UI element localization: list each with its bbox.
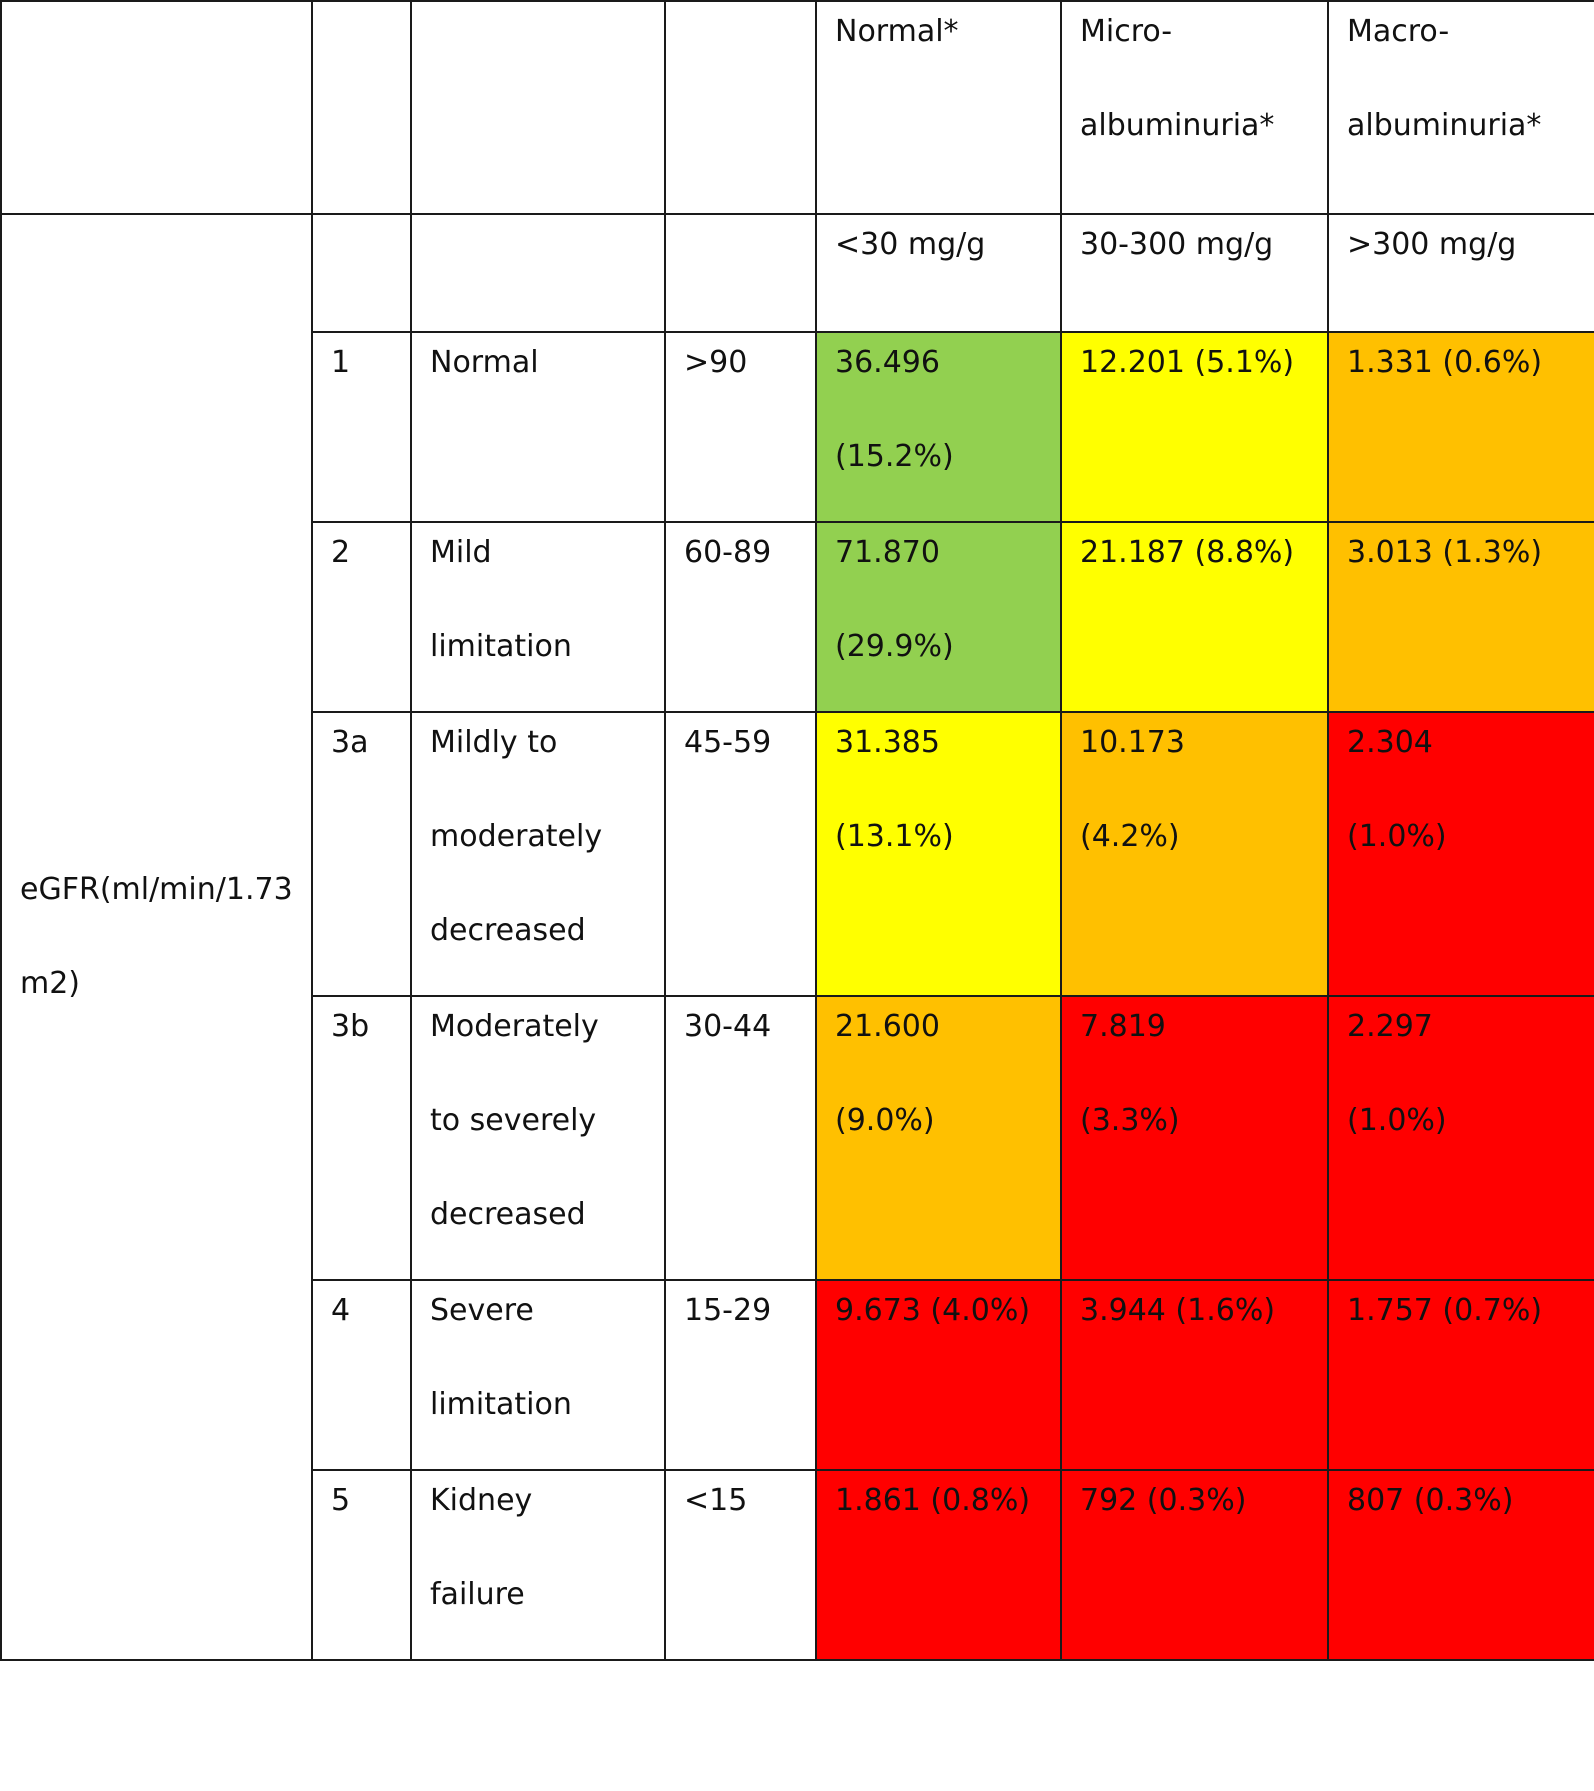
header-empty-cell bbox=[1, 1, 312, 214]
cell-text: decreased bbox=[430, 913, 586, 948]
cell-text: Mildly to bbox=[430, 725, 558, 760]
cell-text: 10.173 bbox=[1080, 725, 1185, 760]
cell-text: 21.187 (8.8%) bbox=[1080, 535, 1295, 570]
range-normal-text: <30 mg/g bbox=[835, 227, 986, 262]
cell-text: moderately bbox=[430, 819, 603, 854]
count-cell-macro bbox=[1328, 1470, 1594, 1660]
cell-text: 4 bbox=[331, 1293, 351, 1328]
cell-text: (15.2%) bbox=[835, 439, 954, 474]
stage-description-cell bbox=[411, 1280, 665, 1470]
cell-text: 5 bbox=[331, 1483, 351, 1518]
cell-text: Severe bbox=[430, 1293, 534, 1328]
range-macro-text: >300 mg/g bbox=[1347, 227, 1517, 262]
cell-text: 15-29 bbox=[684, 1293, 772, 1328]
count-cell-micro bbox=[1061, 332, 1328, 522]
cell-text: 3.944 (1.6%) bbox=[1080, 1293, 1276, 1328]
count-cell-normal bbox=[816, 1470, 1061, 1660]
cell-text: 3b bbox=[331, 1009, 370, 1044]
stage-description-cell bbox=[411, 996, 665, 1280]
cell-text: (13.1%) bbox=[835, 819, 954, 854]
cell-text: decreased bbox=[430, 1197, 586, 1232]
cell-text: 9.673 (4.0%) bbox=[835, 1293, 1031, 1328]
cell-text: to severely bbox=[430, 1103, 597, 1138]
cell-text: 12.201 (5.1%) bbox=[1080, 345, 1295, 380]
stage-cell bbox=[312, 522, 411, 712]
stage-cell bbox=[312, 712, 411, 996]
cell-text: limitation bbox=[430, 1387, 572, 1422]
header-microalbuminuria bbox=[1061, 1, 1328, 214]
egfr-range-cell bbox=[665, 332, 816, 522]
egfr-range-cell bbox=[665, 1280, 816, 1470]
cell-text: 3a bbox=[331, 725, 369, 760]
range-normal bbox=[816, 214, 1061, 332]
cell-text: 45-59 bbox=[684, 725, 772, 760]
range-micro bbox=[1061, 214, 1328, 332]
count-cell-micro bbox=[1061, 996, 1328, 1280]
cell-text: Kidney bbox=[430, 1483, 533, 1518]
cell-text: Normal bbox=[430, 345, 539, 380]
range-row bbox=[1, 214, 1594, 332]
cell-text: 2 bbox=[331, 535, 351, 570]
cell-text: Mild bbox=[430, 535, 492, 570]
cell-text: 2.304 bbox=[1347, 725, 1433, 760]
count-cell-micro bbox=[1061, 1470, 1328, 1660]
cell-text: 21.600 bbox=[835, 1009, 940, 1044]
header-empty-cell bbox=[312, 1, 411, 214]
count-cell-macro bbox=[1328, 1280, 1594, 1470]
cell-text: 1.861 (0.8%) bbox=[835, 1483, 1031, 1518]
count-cell-normal bbox=[816, 712, 1061, 996]
cell-text: 2.297 bbox=[1347, 1009, 1433, 1044]
stage-description-cell bbox=[411, 712, 665, 996]
range-empty-cell bbox=[312, 214, 411, 332]
stage-description-cell bbox=[411, 332, 665, 522]
cell-text: 807 (0.3%) bbox=[1347, 1483, 1514, 1518]
stage-cell bbox=[312, 1280, 411, 1470]
header-macroalbuminuria bbox=[1328, 1, 1594, 214]
cell-text: 792 (0.3%) bbox=[1080, 1483, 1247, 1518]
text-line: albuminuria* bbox=[1347, 108, 1542, 143]
stage-cell bbox=[312, 1470, 411, 1660]
range-empty-cell bbox=[411, 214, 665, 332]
text-line: eGFR bbox=[20, 872, 100, 907]
count-cell-normal bbox=[816, 996, 1061, 1280]
text-line: albuminuria* bbox=[1080, 108, 1275, 143]
cell-text: 1.331 (0.6%) bbox=[1347, 345, 1543, 380]
cell-text: >90 bbox=[684, 345, 748, 380]
cell-text: 71.870 bbox=[835, 535, 940, 570]
cell-text: (1.0%) bbox=[1347, 819, 1447, 854]
header-empty-cell bbox=[411, 1, 665, 214]
cell-text: (1.0%) bbox=[1347, 1103, 1447, 1138]
cell-text: (4.2%) bbox=[1080, 819, 1180, 854]
count-cell-normal bbox=[816, 1280, 1061, 1470]
cell-text: 1.757 (0.7%) bbox=[1347, 1293, 1543, 1328]
stage-description-cell bbox=[411, 522, 665, 712]
count-cell-macro bbox=[1328, 522, 1594, 712]
cell-text: (29.9%) bbox=[835, 629, 954, 664]
text-line: Normal* bbox=[835, 14, 959, 49]
egfr-range-cell bbox=[665, 712, 816, 996]
count-cell-macro bbox=[1328, 712, 1594, 996]
count-cell-macro bbox=[1328, 996, 1594, 1280]
range-micro-text: 30-300 mg/g bbox=[1080, 227, 1274, 262]
header-empty-cell bbox=[665, 1, 816, 214]
cell-text: 1 bbox=[331, 345, 351, 380]
text-line: Micro- bbox=[1080, 14, 1173, 49]
count-cell-macro bbox=[1328, 332, 1594, 522]
cell-text: 7.819 bbox=[1080, 1009, 1166, 1044]
range-macro bbox=[1328, 214, 1594, 332]
cell-text: 60-89 bbox=[684, 535, 772, 570]
stage-cell bbox=[312, 996, 411, 1280]
cell-text: 36.496 bbox=[835, 345, 940, 380]
cell-text: failure bbox=[430, 1577, 525, 1612]
egfr-range-cell bbox=[665, 996, 816, 1280]
count-cell-normal bbox=[816, 522, 1061, 712]
cell-text: (9.0%) bbox=[835, 1103, 935, 1138]
cell-text: <15 bbox=[684, 1483, 748, 1518]
cell-text: limitation bbox=[430, 629, 572, 664]
count-cell-micro bbox=[1061, 522, 1328, 712]
header-normal bbox=[816, 1, 1061, 214]
text-line: Macro- bbox=[1347, 14, 1450, 49]
stage-description-cell bbox=[411, 1470, 665, 1660]
cell-text: 31.385 bbox=[835, 725, 940, 760]
count-cell-micro bbox=[1061, 712, 1328, 996]
egfr-label bbox=[20, 843, 301, 1031]
range-empty-cell bbox=[665, 214, 816, 332]
egfr-range-cell bbox=[665, 522, 816, 712]
cell-text: Moderately bbox=[430, 1009, 599, 1044]
count-cell-normal bbox=[816, 332, 1061, 522]
egfr-label-cell bbox=[1, 214, 312, 1660]
cell-text: 3.013 (1.3%) bbox=[1347, 535, 1543, 570]
egfr-range-cell bbox=[665, 1470, 816, 1660]
text-line: (ml/min/1.73m2) bbox=[20, 872, 293, 1001]
cell-text: (3.3%) bbox=[1080, 1103, 1180, 1138]
stage-cell bbox=[312, 332, 411, 522]
count-cell-micro bbox=[1061, 1280, 1328, 1470]
header-row bbox=[1, 1, 1594, 214]
cell-text: 30-44 bbox=[684, 1009, 772, 1044]
